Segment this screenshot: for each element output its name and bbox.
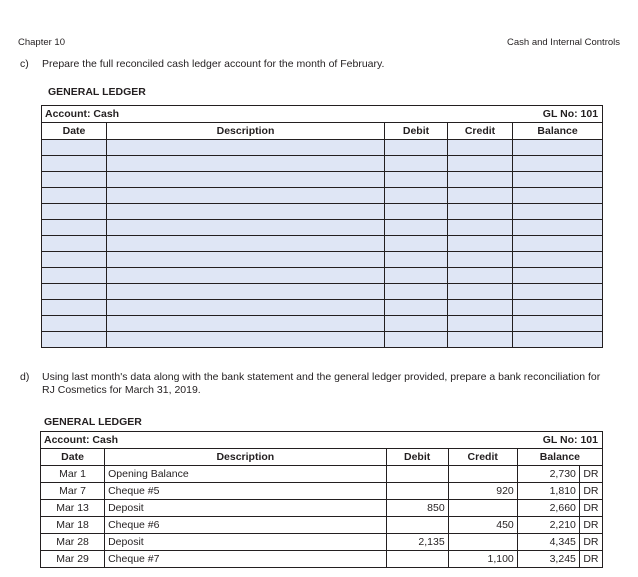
ledger1-blank-row (42, 220, 603, 236)
ledger2-col-date: Date (41, 449, 105, 466)
blank-drcr-cell[interactable] (575, 316, 603, 332)
ledger1-col-description: Description (107, 123, 385, 140)
blank-description-cell[interactable] (107, 220, 385, 236)
blank-debit-cell[interactable] (385, 188, 448, 204)
entry-balance: 4,345 (517, 534, 579, 551)
blank-description-cell[interactable] (107, 332, 385, 348)
blank-debit-cell[interactable] (385, 300, 448, 316)
blank-credit-cell[interactable] (448, 268, 513, 284)
question-c-text: Prepare the full reconciled cash ledger account for the month of February. (42, 58, 385, 70)
entry-dr-cr: DR (579, 534, 602, 551)
blank-cash-ledger (41, 105, 603, 348)
blank-description-cell[interactable] (107, 156, 385, 172)
blank-date-cell[interactable] (42, 300, 107, 316)
blank-credit-cell[interactable] (448, 172, 513, 188)
ledger1-blank-row (42, 204, 603, 220)
blank-debit-cell[interactable] (385, 172, 448, 188)
blank-credit-cell[interactable] (448, 140, 513, 156)
blank-balance-cell[interactable] (513, 300, 575, 316)
blank-balance-cell[interactable] (513, 252, 575, 268)
question-c-label: c) (20, 58, 29, 70)
entry-debit (386, 551, 448, 568)
entry-credit: 920 (448, 483, 517, 500)
blank-debit-cell[interactable] (385, 332, 448, 348)
entry-date: Mar 1 (41, 466, 105, 483)
blank-debit-cell[interactable] (385, 156, 448, 172)
ledger2-entry-row (41, 534, 603, 551)
blank-balance-cell[interactable] (513, 140, 575, 156)
ledger1-blank-row (42, 156, 603, 172)
entry-balance: 2,730 (517, 466, 579, 483)
entry-description: Deposit (105, 500, 386, 517)
entry-debit: 850 (386, 500, 448, 517)
entry-balance: 3,245 (517, 551, 579, 568)
blank-description-cell[interactable] (107, 268, 385, 284)
ledger2-entry-row (41, 500, 603, 517)
question-d-text: Using last month's data along with the bank statement and the general ledger provided, prepare a bank reconciliation for RJ Cosmetics for March 31, 2019. (42, 371, 601, 396)
blank-credit-cell[interactable] (448, 332, 513, 348)
blank-debit-cell[interactable] (385, 268, 448, 284)
ledger1-blank-row (42, 332, 603, 348)
blank-credit-cell[interactable] (448, 156, 513, 172)
entry-credit (448, 500, 517, 517)
ledger1-blank-row (42, 300, 603, 316)
entry-dr-cr: DR (579, 483, 602, 500)
blank-description-cell[interactable] (107, 300, 385, 316)
ledger2-entry-row (41, 483, 603, 500)
blank-description-cell[interactable] (107, 236, 385, 252)
blank-drcr-cell[interactable] (575, 204, 603, 220)
ledger1-blank-row (42, 140, 603, 156)
ledger2-gl-number: GL No: 101 (448, 432, 602, 449)
blank-date-cell[interactable] (42, 188, 107, 204)
blank-debit-cell[interactable] (385, 252, 448, 268)
blank-credit-cell[interactable] (448, 316, 513, 332)
ledger1-gl-number: GL No: 101 (448, 106, 603, 123)
blank-drcr-cell[interactable] (575, 268, 603, 284)
ledger1-blank-rows (42, 140, 603, 348)
ledger1-col-credit: Credit (448, 123, 513, 140)
blank-description-cell[interactable] (107, 172, 385, 188)
blank-drcr-cell[interactable] (575, 332, 603, 348)
question-c (20, 58, 384, 71)
blank-balance-cell[interactable] (513, 268, 575, 284)
ledger2-title: GENERAL LEDGER (44, 416, 142, 428)
ledger1-blank-row (42, 284, 603, 300)
ledger2-entry-row (41, 466, 603, 483)
ledger2-header-row (41, 449, 603, 466)
blank-date-cell[interactable] (42, 156, 107, 172)
ledger1-blank-row (42, 268, 603, 284)
ledger1-col-balance: Balance (513, 123, 603, 140)
blank-date-cell[interactable] (42, 220, 107, 236)
blank-description-cell[interactable] (107, 188, 385, 204)
entry-balance: 2,660 (517, 500, 579, 517)
ledger1-col-debit: Debit (385, 123, 448, 140)
ledger2-col-debit: Debit (386, 449, 448, 466)
blank-drcr-cell[interactable] (575, 300, 603, 316)
blank-drcr-cell[interactable] (575, 188, 603, 204)
ledger2-account-row (41, 432, 603, 449)
entry-date: Mar 28 (41, 534, 105, 551)
entry-date: Mar 18 (41, 517, 105, 534)
entry-date: Mar 29 (41, 551, 105, 568)
blank-date-cell[interactable] (42, 268, 107, 284)
ledger1-title: GENERAL LEDGER (48, 86, 146, 98)
blank-credit-cell[interactable] (448, 220, 513, 236)
ledger2-col-description: Description (105, 449, 386, 466)
blank-debit-cell[interactable] (385, 220, 448, 236)
blank-balance-cell[interactable] (513, 172, 575, 188)
chapter-label: Chapter 10 (18, 37, 66, 48)
entry-dr-cr: DR (579, 466, 602, 483)
blank-drcr-cell[interactable] (575, 252, 603, 268)
blank-description-cell[interactable] (107, 140, 385, 156)
blank-date-cell[interactable] (42, 252, 107, 268)
ledger2-col-balance: Balance (517, 449, 602, 466)
entry-dr-cr: DR (579, 551, 602, 568)
ledger2-entry-row (41, 517, 603, 534)
blank-credit-cell[interactable] (448, 252, 513, 268)
blank-date-cell[interactable] (42, 236, 107, 252)
entry-dr-cr: DR (579, 517, 602, 534)
blank-credit-cell[interactable] (448, 284, 513, 300)
entry-description: Cheque #7 (105, 551, 386, 568)
blank-debit-cell[interactable] (385, 316, 448, 332)
ledger2-account-name: Account: Cash (41, 432, 449, 449)
ledger1-blank-row (42, 236, 603, 252)
entry-date: Mar 7 (41, 483, 105, 500)
blank-drcr-cell[interactable] (575, 172, 603, 188)
blank-description-cell[interactable] (107, 316, 385, 332)
ledger1-account-row (42, 106, 603, 123)
ledger2-rows (41, 466, 603, 568)
blank-drcr-cell[interactable] (575, 140, 603, 156)
blank-description-cell[interactable] (107, 284, 385, 300)
entry-description: Cheque #5 (105, 483, 386, 500)
entry-credit (448, 466, 517, 483)
question-d-label: d) (20, 371, 30, 383)
ledger2-entry-row (41, 551, 603, 568)
blank-debit-cell[interactable] (385, 204, 448, 220)
entry-debit (386, 483, 448, 500)
blank-drcr-cell[interactable] (575, 220, 603, 236)
blank-debit-cell[interactable] (385, 140, 448, 156)
blank-balance-cell[interactable] (513, 204, 575, 220)
blank-balance-cell[interactable] (513, 316, 575, 332)
entry-credit: 450 (448, 517, 517, 534)
blank-description-cell[interactable] (107, 204, 385, 220)
ledger1-account-name: Account: Cash (42, 106, 448, 123)
ledger1-header-row (42, 123, 603, 140)
blank-credit-cell[interactable] (448, 188, 513, 204)
blank-credit-cell[interactable] (448, 236, 513, 252)
blank-drcr-cell[interactable] (575, 156, 603, 172)
entry-description: Cheque #6 (105, 517, 386, 534)
ledger2-col-credit: Credit (448, 449, 517, 466)
blank-description-cell[interactable] (107, 252, 385, 268)
blank-balance-cell[interactable] (513, 332, 575, 348)
entry-balance: 1,810 (517, 483, 579, 500)
ledger1-blank-row (42, 172, 603, 188)
blank-drcr-cell[interactable] (575, 236, 603, 252)
blank-credit-cell[interactable] (448, 300, 513, 316)
question-d (20, 371, 620, 397)
blank-balance-cell[interactable] (513, 156, 575, 172)
blank-credit-cell[interactable] (448, 204, 513, 220)
blank-date-cell[interactable] (42, 172, 107, 188)
entry-description: Opening Balance (105, 466, 386, 483)
ledger1-blank-row (42, 188, 603, 204)
blank-date-cell[interactable] (42, 204, 107, 220)
entry-debit: 2,135 (386, 534, 448, 551)
blank-balance-cell[interactable] (513, 220, 575, 236)
ledger1-blank-row (42, 252, 603, 268)
ledger1-blank-row (42, 316, 603, 332)
entry-dr-cr: DR (579, 500, 602, 517)
blank-date-cell[interactable] (42, 140, 107, 156)
entry-description: Deposit (105, 534, 386, 551)
blank-date-cell[interactable] (42, 332, 107, 348)
blank-drcr-cell[interactable] (575, 284, 603, 300)
blank-debit-cell[interactable] (385, 284, 448, 300)
ledger1-col-date: Date (42, 123, 107, 140)
entry-balance: 2,210 (517, 517, 579, 534)
march-cash-ledger (40, 431, 603, 568)
blank-balance-cell[interactable] (513, 188, 575, 204)
entry-date: Mar 13 (41, 500, 105, 517)
blank-date-cell[interactable] (42, 284, 107, 300)
blank-date-cell[interactable] (42, 316, 107, 332)
blank-balance-cell[interactable] (513, 236, 575, 252)
entry-debit (386, 517, 448, 534)
blank-debit-cell[interactable] (385, 236, 448, 252)
section-title: Cash and Internal Controls (507, 37, 621, 48)
entry-credit (448, 534, 517, 551)
entry-credit: 1,100 (448, 551, 517, 568)
entry-debit (386, 466, 448, 483)
blank-balance-cell[interactable] (513, 284, 575, 300)
